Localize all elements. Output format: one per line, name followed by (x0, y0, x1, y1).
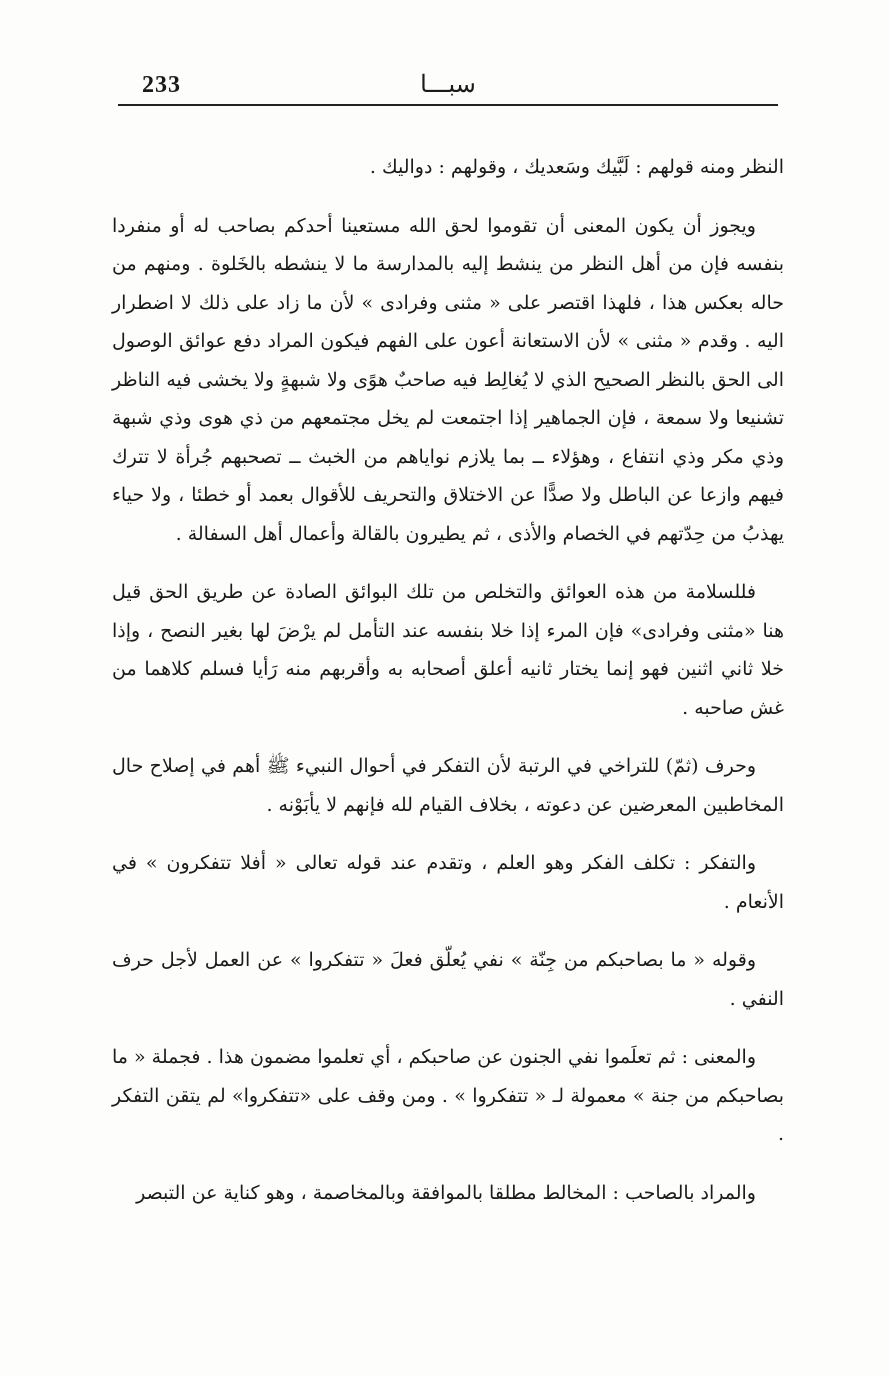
page-header (118, 62, 778, 106)
running-title: سبـــا (420, 70, 476, 98)
page-number: 233 (142, 72, 181, 98)
paragraph: فللسلامة من هذه العوائق والتخلص من تلك البوائق الصادة عن طريق الحق قيل هنا «مثنى وفرادى» فإن المرء إذا خلا بنفسه عند التأمل لم يرْضَ لها بغير النصح ، وإذا خلا ثاني اثنين فهو إنما يختار ثانيه أعلق أصحابه به وأقربهم منه رَأيا فسلم كلاهما من غش صاحبه . (112, 581, 784, 719)
header-rule (118, 104, 778, 106)
paragraph: وحرف (ثمّ) للتراخي في الرتبة لأن التفكر في أحوال النبيء ﷺ أهم في إصلاح حال المخاطبين المعرضين عن دعوته ، بخلاف القيام لله فإنهم لا يأبَوْنه . (112, 755, 784, 816)
paragraph: والمعنى : ثم تعلَموا نفي الجنون عن صاحبكم ، أي تعلموا مضمون هذا . فجملة « ما بصاحبكم من جنة » معمولة لـ « تتفكروا » . ومن وقف على «تتفكروا» لم يتقن التفكر . (112, 1046, 784, 1145)
paragraph: النظر ومنه قولهم : لَبَّيك وسَعديك ، وقولهم : دواليك . (369, 156, 784, 178)
paragraph: والمراد بالصاحب : المخالط مطلقا بالموافقة وبالمخاصمة ، وهو كناية عن التبصر (136, 1181, 756, 1204)
paragraph: ويجوز أن يكون المعنى أن تقوموا لحق الله مستعينا أحدكم بصاحب له أو منفردا بنفسه فإن من أهل النظر من ينشط إليه بالمدارسة ما لا ينشطه بالخَلوة . ومنهم من حاله بعكس هذا ، فلهذا اقتصر على « مثنى وفرادى » لأن ما زاد على ذلك لا اضطرار اليه . وقدم « مثنى » لأن الاستعانة أعون على الفهم فيكون المراد دفع عوائق الوصول الى الحق بالنظر الصحيح الذي لا يُغالِط فيه صاحبٌ هوًى ولا شبهةٍ ولا يخشى فيه الناظر تشنيعا ولا سمعة ، فإن الجماهير إذا اجتمعت لم يخل مجتمعهم من ذي هوى وذي شبهة وذي مكر وذي انتفاع ، وهؤلاء ــ بما يلازم نواياهم من الخبث ــ تصحبهم جُرأة لا تترك فيهم وازعا عن الباطل ولا صدًّا عن الاختلاق والتحريف للأقوال بعمد أو خطئا ، ولا حياء يهذبُ من حِدّتهم في الخصام والأذى ، ثم يطيرون بالقالة وأعمال أهل السفالة . (112, 214, 784, 545)
paragraph: وقوله « ما بصاحبكم من جِنّة » نفي يُعلّق فعلَ « تتفكروا » عن العمل لأجل حرف النفي . (112, 949, 784, 1010)
paragraph: والتفكر : تكلف الفكر وهو العلم ، وتقدم عند قوله تعالى « أفلا تتفكرون » في الأنعام . (112, 852, 784, 913)
body-text (112, 148, 784, 1232)
